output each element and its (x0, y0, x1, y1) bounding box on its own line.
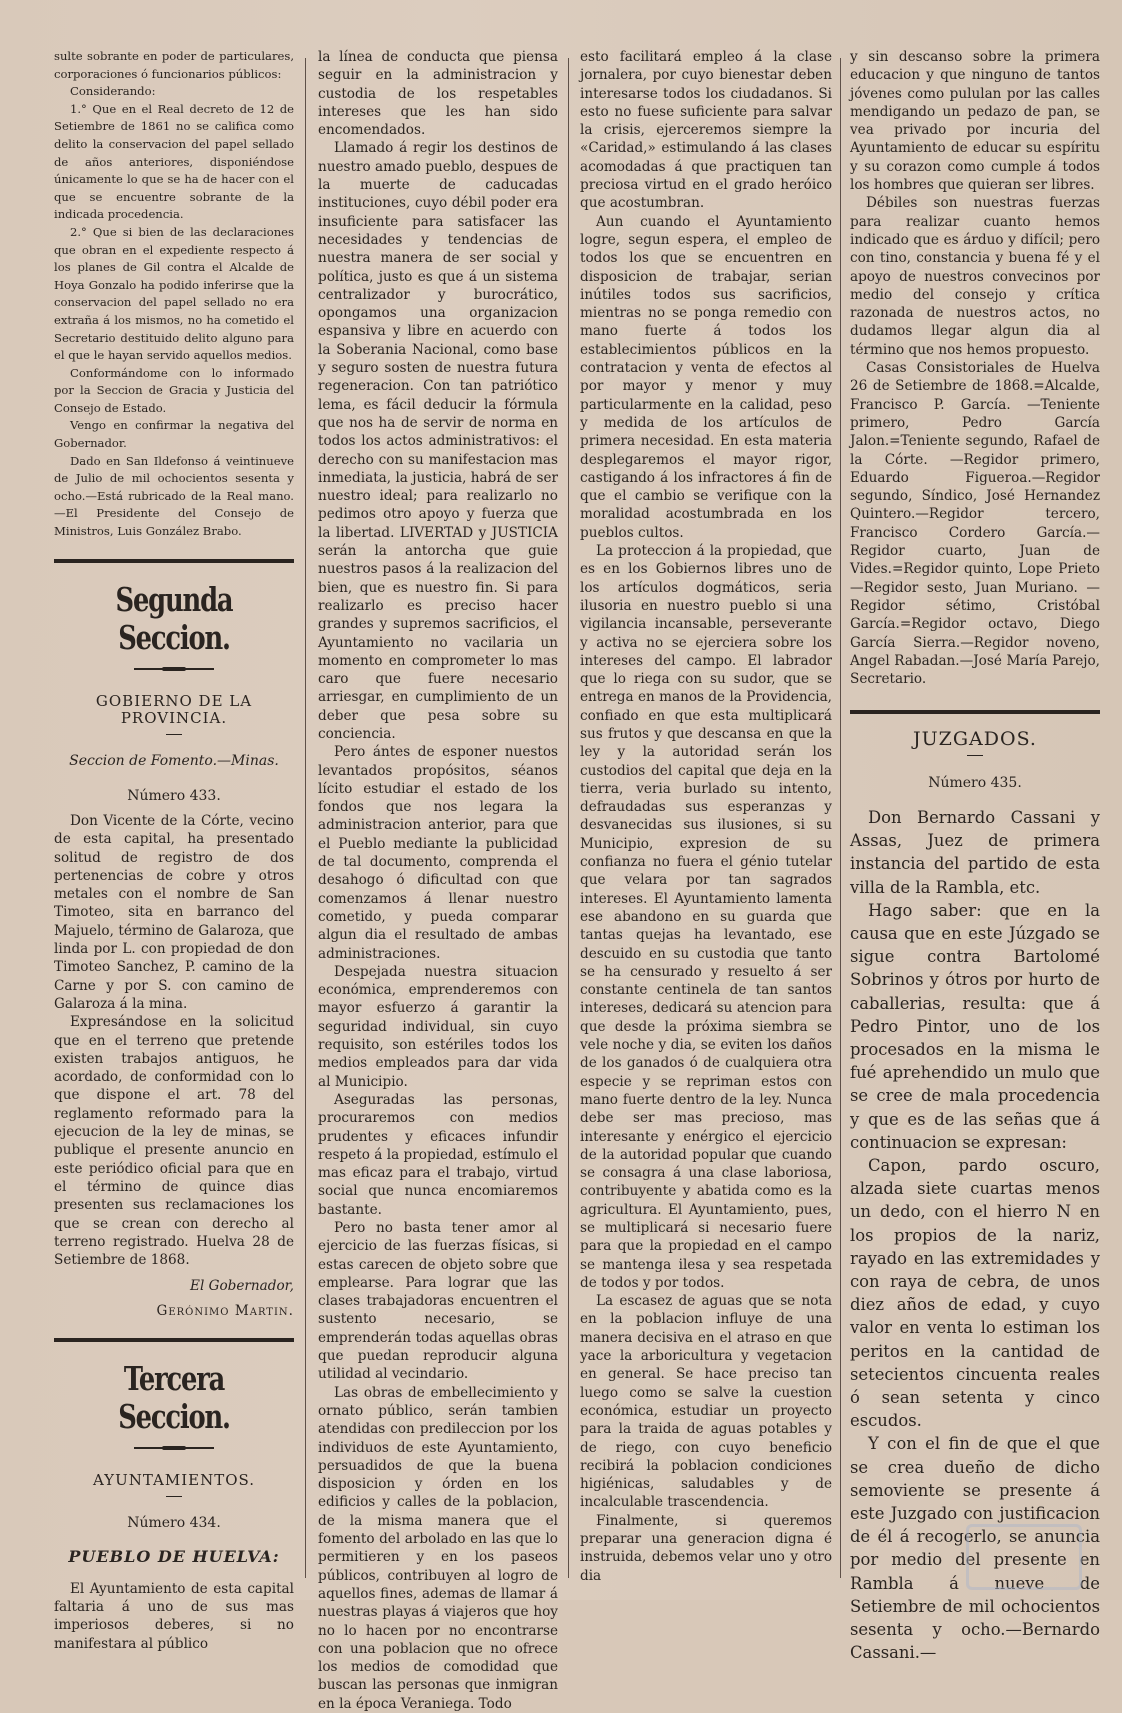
paragraph: esto facilitará empleo á la clase jornalera, por cuyo bienestar deben interesarse todos los ciudadanos. Si esto no fuese suficiente para salvar la crisis, ejerceremos siempre la «Caridad,» estimulando á las clases acomodadas á que practiquen tan preciosa virtud en el grado heróico que acostumbran. (580, 49, 832, 212)
section-divider (54, 1338, 294, 1342)
paragraph: Las obras de embellecimiento y ornato público, serán tambien atendidas con predileccion por los individuos de este Ayuntamiento, persuadidos de que la buena disposicion y órden en los edificios y calles de la poblacion, de la misma manera que el fomento del arbolado en las que lo permitieren y en los paseos públicos, contribuyen al logro de aquellos fines, ademas de llamar á nuestras playas á viajeros que hoy no lo hacen por no encontrarse con una poblacion que no ofrece los medios de comodidad que buscan las personas que inmigran en la época Veraniega. Todo (318, 1384, 558, 1712)
section-divider (850, 710, 1100, 714)
ornament-divider (134, 667, 214, 671)
library-stamp-mark (966, 1524, 1082, 1590)
notice-433-body (54, 812, 294, 1320)
paragraph: Hago saber: que en la causa que en este Júzgado se sigue contra Bartolomé Sobrinos y ótros por hurto de caballerias, resulta: que á Pedro Pintor, uno de los procesados en la misma le fué aprehendido un mulo que se cree de mala procedencia y que es de las señas que á continuacion se expresan: (850, 900, 1100, 1152)
paragraph: Don Bernardo Cassani y Assas, Juez de primera instancia del partido de esta villa de la Rambla, etc. (850, 807, 1100, 897)
paragraph: Considerando: (70, 84, 156, 99)
paragraph: Vengo en confirmar la negativa del Gobernador. (54, 418, 294, 451)
paragraph: 1.° Que en el Real decreto de 12 de Setiembre de 1861 no se califica como delito la conservacion del papel sellado de años anteriores, disponiéndose únicamente lo que se ha de hacer con el que se encuentre sobrante de la indicada procedencia. (54, 101, 294, 222)
section-title-tercera: Tercera Seccion. (118, 1359, 230, 1437)
paragraph: El Ayuntamiento de esta capital faltaria á uno de sus mas imperiosos deberes, si no manifestara al público (54, 1580, 294, 1652)
column-rule-1 (305, 58, 306, 1578)
heading-gobierno: GOBIERNO DE LA PROVINCIA. (95, 691, 253, 728)
paragraph: Don Vicente de la Córte, vecino de esta capital, ha presentado solitud de registro de dos pertenencias de cobre y otros metales con el nombre de San Timoteo, sita en barranco del Majuelo, término de Galaroza, que linda por L. con propiedad de don Timoteo Sanchez, P. camino de la Carne y por S. con camino de Galaroza á la mina. (54, 813, 294, 1012)
notice-number: Número 433. (127, 788, 221, 805)
notice-434-start (54, 1580, 294, 1653)
paragraph: La escasez de aguas que se nota en la poblacion influye de una manera decisiva en el atraso en que yace la arboricultura y vegetacion en general. Se hace preciso tan luego como se salve la cuestion económica, estudiar un proyecto para la traida de aguas potables y de riego, con cuyo beneficio recibirá la poblacion condiciones higiénicas, saludables y de incalculable trascendencia. (580, 1293, 832, 1511)
paragraph: La proteccion á la propiedad, que es en los Gobiernos libres uno de los artículos dogmáticos, seria ilusoria en nuestro pueblo si una vigilancia incansable, perseverante y activa no se ejerciera sobre los intereses del campo. El labrador que lo riega con su sudor, que se entrega en manos de la Providencia, confiado en que esta multiplicará sus frutos y que descansa en que la ley y la autoridad serán los custodios del capital que deja en la tierra, veria burlado su intento, defraudadas sus esperanzas y desvanecidas sus ilusiones, si su Municipio, expresion de su confianza no fuera el génio tutelar que velara por tan sagrados intereses. El Ayuntamiento lamenta ese abandono en su guarda que tantas quejas ha levantado, ese descuido en su custodia que tanto se ha censurado y resuelto á ser constante centinela de tan santos intereses, dedicará su atencion para que desde la próxima siembra se vele noche y dia, se eviten los daños de los ganados ó de cualquiera otra especie y se repriman estos con mano fuerte dentro de la ley. Nunca debe ser mas precioso, mas interesante y enérgico el ejercicio de la autoridad popular que cuando se consagra á una clase laboriosa, contribuyente y abatida como es la agricultura. El Ayuntamiento, pues, se multiplicará si necesario fuere para que la propiedad en el campo se mantenga ilesa y sea respetada de todos y por todos. (580, 543, 832, 1291)
section-title-segunda: Segunda Seccion. (115, 579, 233, 657)
paragraph: Finalmente, si queremos preparar una generacion digna é instruida, debemos velar uno y otro dia (580, 1512, 832, 1584)
column-2 (318, 48, 558, 1712)
notice-number: Número 434. (127, 1514, 221, 1531)
paragraph: 2.° Que si bien de las declaraciones que obran en el expediente respecto á los planes de Gil contra el Alcalde de Hoya Gonzalo ha podido inferirse que la conservacion del papel sellado no era extraña á los mismos, no ha cometido el Secretario destituido delito alguno para el que le hayan servido aquellos medios. (54, 224, 294, 363)
paragraph: Capon, pardo oscuro, alzada siete cuartas menos un dedo, con el hierro N en los propios de la nariz, rayado en las extremidades y con raya de cebra, de unos diez años de edad, y cuyo valor en venta lo estiman los peritos en la cantidad de setecientos cincuenta reales ó sean setenta y cinco escudos. (850, 1156, 1100, 1431)
paragraph: Aseguradas las personas, procuraremos con medios prudentes y eficaces infundir respeto á la propiedad, estímulo el mas eficaz para el trabajo, virtud social que nunca encomiaremos bastante. (318, 1091, 558, 1218)
paragraph: Casas Consistoriales de Huelva 26 de Setiembre de 1868.=Alcalde, Francisco P. García. —Teniente primero, Pedro García Jalon.=Teniente segundo, Rafael de la Córte. —Regidor primero, Eduardo Figueroa.—Regidor segundo, Síndico, José Hernandez Quintero.—Regidor tercero, Francisco Cordero García.—Regidor cuarto, Juan de Vides.=Regidor quinto, Lope Prieto —Regidor sesto, Juan Muriano. —Regidor sétimo, Cristóbal García.=Regidor octavo, Diego García Sierra.—Regidor noveno, Angel Rabadan.—José María Parejo, Secretario. (850, 360, 1100, 688)
column-1 (54, 48, 294, 1652)
paragraph: Y con el fin de que el que se crea dueño de dicho semoviente se presente á este Juzgado con justificacion de él á recogerlo, se anuncia por medio del presente en Rambla á nueve de Setiembre de mil ochocientos sesenta y ocho.—Bernardo Cassani.— (850, 1434, 1100, 1663)
column-3 (580, 48, 832, 1588)
notice-number: Número 435. (928, 774, 1022, 791)
paragraph: Aun cuando el Ayuntamiento logre, segun espera, el empleo de todos los que se encuentren en disposicion de trabajar, serian inútiles todos sus sacrificios, mientras no se ponga remedio con mano fuerte á todos los establecimientos públicos en la contratacion y venta de efectos al por mayor y menor y muy particularmente en la calidad, peso y medida de los artículos de primera necesidad. En esta materia desplegaremos el mayor rigor, castigando á los infractores á fin de que el cambio se verifique con la moralidad acostumbrada en los pueblos cultos. (580, 213, 832, 541)
paragraph: Dado en San Ildefonso á veintinueve de Julio de mil ochocientos sesenta y ocho.—Está rubricado de la Real mano.—El Presidente del Consejo de Ministros, Luis González Brabo. (54, 453, 294, 539)
paragraph: Débiles son nuestras fuerzas para realizar cuanto hemos indicado que es árduo y difícil; pero con tino, constancia y buena fé y el apoyo de nuestros convecinos por medio del consejo y crítica razonada de nuestros actos, no dudamos llegar algun dia al término que nos hemos propuesto. (850, 195, 1100, 358)
dash-divider (967, 755, 983, 756)
column-rule-2 (568, 58, 569, 1578)
paragraph: la línea de conducta que piensa seguir en la administracion y custodia de los respetables intereses que les han sido encomendados. (318, 49, 558, 139)
dash-divider (166, 734, 182, 735)
paragraph: y sin descanso sobre la primera educacion y que ninguno de tantos jóvenes como pululan por las calles mendigando un pedazo de pan, se vea privado por incuria del Ayuntamiento de educar su espíritu y su corazon como cumple á todos los hombres que quieran ser libres. (850, 49, 1100, 194)
signature-title: El Gobernador, (190, 1278, 294, 1295)
paragraph: Expresándose en la solicitud que en el terreno que pretende existen trabajos antiguos, he acordado, de conformidad con lo que dispone el art. 78 del reglamento reformado para la ejecucion de la ley de minas, se publique el presente anuncio en este periódico oficial para que en el término de quince dias presenten sus reclamaciones los que se crean con derecho al terreno registrado. Huelva 28 de Setiembre de 1868. (54, 1014, 294, 1269)
paragraph: Despejada nuestra situacion económica, emprenderemos con mayor esfuerzo á garantir la seguridad individual, sin cuyo requisito, son estériles todos los medios empleados para dar vida al Municipio. (318, 963, 558, 1090)
section-divider (54, 559, 294, 563)
heading-pueblo: PUEBLO DE HUELVA: (68, 1547, 280, 1567)
heading-fomento: Seccion de Fomento.—Minas. (69, 752, 279, 769)
heading-juzgados: JUZGADOS. (913, 728, 1037, 751)
column-4 (850, 48, 1100, 1663)
ornament-divider (134, 1446, 214, 1450)
column-rule-3 (840, 58, 841, 1578)
heading-ayuntamientos: AYUNTAMIENTOS. (92, 1471, 256, 1490)
paragraph: Pero ántes de esponer nuestos levantados propósitos, séanos lícito estudiar el estado de los fondos que nos legara la administracion anterior, para que el Pueblo mediante la publicidad de tal documento, comprenda el desahogo ó dificultad con que comenzamos á llenar nuestro cometido, y pueda comparar algun dia el resultado de ambas administraciones. (318, 744, 558, 962)
paragraph: sulte sobrante en poder de particulares, corporaciones ó funcionarios públicos: (54, 49, 294, 81)
paragraph: Llamado á regir los destinos de nuestro amado pueblo, despues de la muerte de caducadas instituciones, cuyo débil poder era insuficiente para satisfacer las necesidades y tendencias de nuestra manera de ser social y política, justo es que á un sistema centralizador y burocrático, opongamos una organizacion espansiva y libre en acuerdo con la Soberania Nacional, como base y seguro sosten de nuestra futura regeneracion. Con tan patriótico lema, es fácil deducir la fórmula que nos ha de servir de norma en todos los actos administrativos: el derecho con su manifestacion mas inmediata, la justicia, habrá de ser nuestro ideal; para realizarlo no pedimos otro apoyo y fuerza que la libertad. LIVERTAD y JUSTICIA serán la antorcha que guie nuestros pasos á la realizacion del bien, que es nuestro fin. Si para realizarlo es preciso hacer grandes y supremos sacrificios, el Ayuntamiento no vacilaria un momento en comprometer lo mas caro que fuere necesario arriesgar, en cumplimiento de un deber que pesa sobre su conciencia. (318, 140, 558, 742)
dash-divider (166, 1496, 182, 1497)
paragraph: Conformándome con lo informado por la Seccion de Gracia y Justicia del Consejo de Estado. (54, 365, 294, 415)
paragraph: Pero no basta tener amor al ejercicio de las fuerzas físicas, si estas carecen de objeto sobre que emplearse. Para lograr que las clases trabajadoras encuentren el sustento necesario, se emprenderán todas aquellas obras que puedan reproducir alguna utilidad al vecindario. (318, 1220, 558, 1383)
signature-name: Gerónimo Martin. (156, 1302, 294, 1319)
